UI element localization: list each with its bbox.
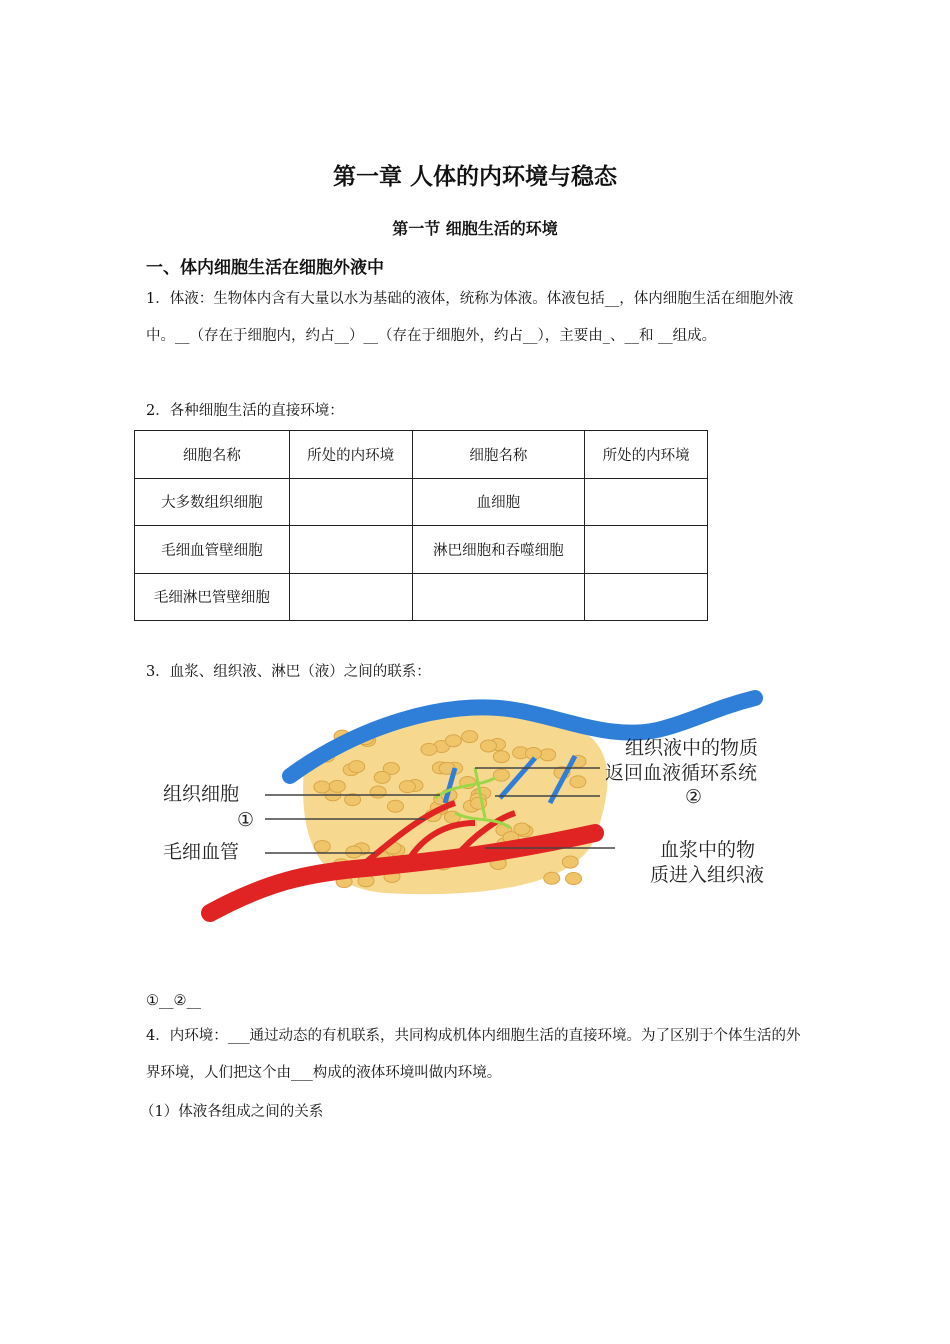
table-header-cell: 细胞名称 — [412, 431, 585, 479]
table-cell — [585, 526, 708, 574]
tissue-cell — [462, 731, 478, 743]
label-plasma-line2: 质进入组织液 — [650, 864, 765, 886]
label-capillary: 毛细血管 — [163, 841, 240, 863]
table-cell — [585, 478, 708, 526]
label-plasma-line1: 血浆中的物 — [660, 839, 756, 861]
tissue-cell — [314, 840, 330, 852]
label-circle-1: ① — [237, 809, 255, 831]
chapter-title: 第一章 人体的内环境与稳态 — [332, 164, 617, 190]
label-return-line2: 返回血液循环系统 — [605, 762, 758, 784]
table-header-row — [135, 431, 708, 479]
table-cell — [289, 478, 412, 526]
label-tissue-cell: 组织细胞 — [163, 783, 240, 805]
table-row — [135, 478, 708, 526]
label-circle-2: ② — [685, 786, 703, 808]
section-title: 第一节 细胞生活的环境 — [392, 219, 558, 238]
tissue-cell — [570, 776, 586, 788]
table-header-cell: 所处的内环境 — [289, 431, 412, 479]
part-heading: 一、体内细胞生活在细胞外液中 — [146, 258, 384, 278]
tissue-cell — [480, 740, 496, 752]
tissue-cell — [399, 781, 415, 793]
capillary-diagram — [155, 688, 815, 928]
tissue-cell — [562, 856, 578, 868]
tissue-cell — [387, 800, 403, 812]
table-cell — [412, 573, 585, 621]
tissue-cell — [493, 769, 509, 781]
tissue-cell — [445, 735, 461, 747]
sub-item-1-text: （1）体液各组成之间的关系 — [140, 1104, 324, 1120]
label-return-line1: 组织液中的物质 — [625, 737, 759, 759]
tissue-cell — [349, 761, 365, 773]
item-4-text: 4．内环境：___通过动态的有机联系，共同构成机体内细胞生活的直接环境。为了区别于个体生活的外界环境，人们把这个由___构成的液体环境叫做内环境。 — [146, 1028, 801, 1081]
tissue-cell — [421, 743, 437, 755]
table-cell: 淋巴细胞和吞噬细胞 — [412, 526, 585, 574]
table-cell: 大多数组织细胞 — [135, 478, 290, 526]
tissue-cell — [566, 872, 582, 884]
table-header-cell: 细胞名称 — [135, 431, 290, 479]
item-3-text: 3．血浆、组织液、淋巴（液）之间的联系： — [146, 664, 431, 680]
answer-blank-line: ①__②__ — [146, 993, 201, 1009]
tissue-cell — [493, 751, 509, 763]
table-cell — [289, 573, 412, 621]
tissue-cell — [370, 786, 386, 798]
table-cell: 血细胞 — [412, 478, 585, 526]
tissue-cell — [346, 846, 362, 858]
table-cell — [585, 573, 708, 621]
table-cell — [289, 526, 412, 574]
table-cell: 毛细淋巴管壁细胞 — [135, 573, 290, 621]
tissue-cell — [540, 749, 556, 761]
table-header-cell: 所处的内环境 — [585, 431, 708, 479]
tissue-cell — [374, 771, 390, 783]
tissue-cell — [314, 781, 330, 793]
table-row — [135, 526, 708, 574]
cell-environment-table — [134, 430, 708, 621]
item-1-text: 1．体液：生物体内含有大量以水为基础的液体，统称为体液。体液包括__，体内细胞生活在细胞外液中。__（存在于细胞内，约占__）__（存在于细胞外，约占__），主要由_、__和 __组成。 — [146, 291, 794, 344]
table-cell: 毛细血管壁细胞 — [135, 526, 290, 574]
tissue-cell — [544, 872, 560, 884]
table-row — [135, 573, 708, 621]
item-2-text: 2．各种细胞生活的直接环境： — [146, 403, 344, 419]
tissue-cell — [329, 780, 345, 792]
